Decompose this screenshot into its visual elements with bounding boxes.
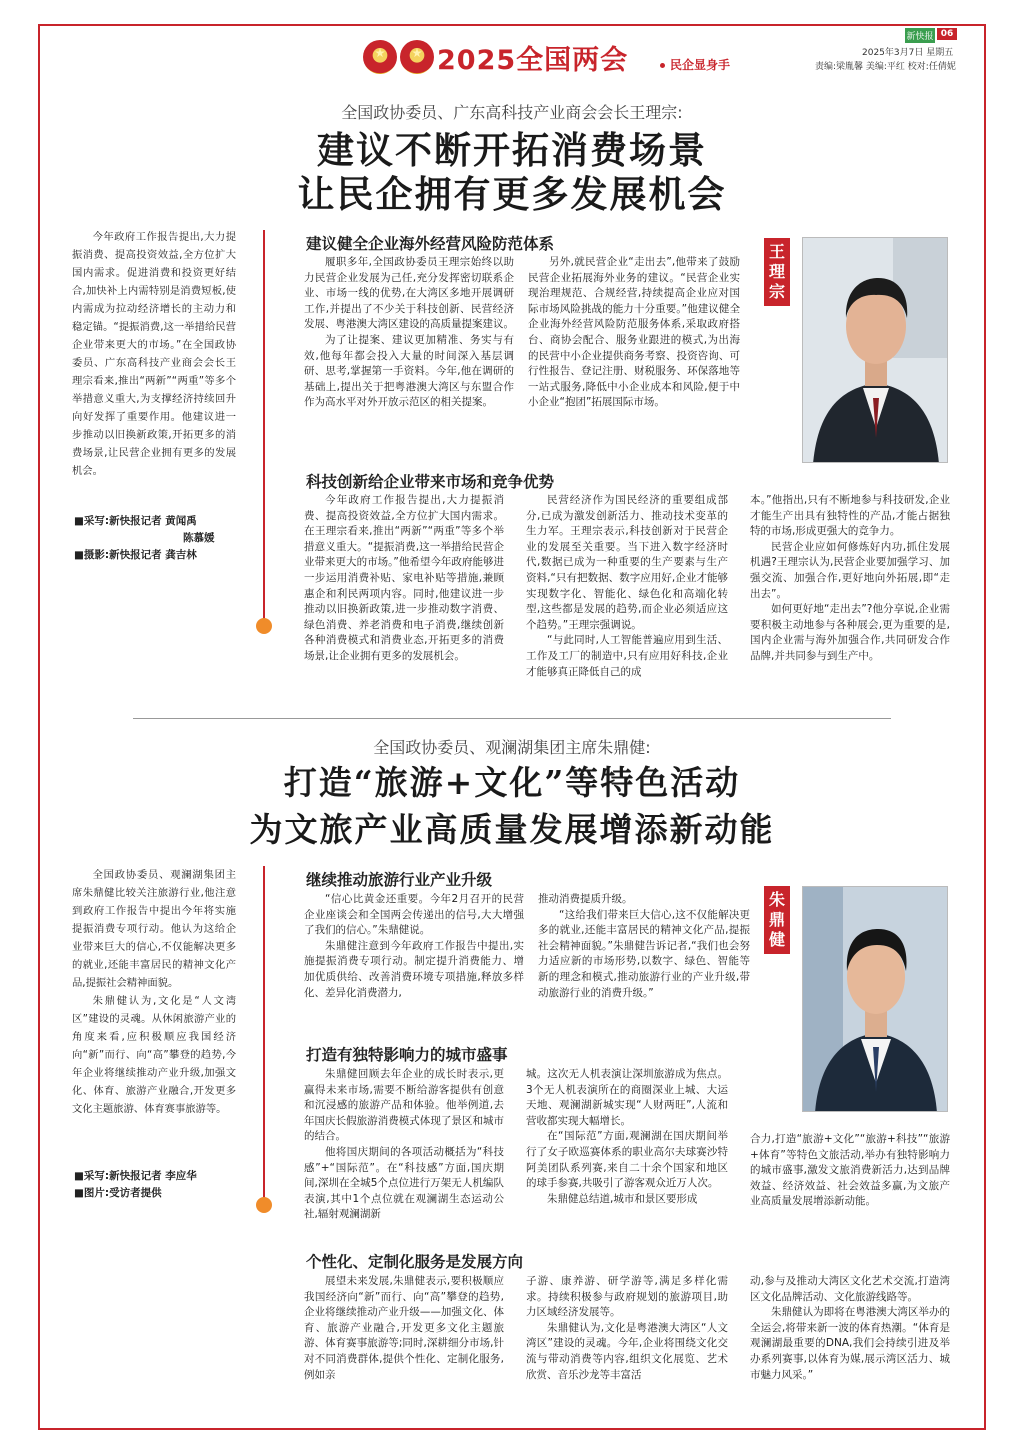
article1-s2-column-3: 本。”他指出,只有不断地参与科技研发,企业才能生产出具有独特性的产品,才能占据独特的市场,形成更强大的竞争力。 民营企业应如何修炼好内功,抓住发展机遇?王理宗认为,民营企业要加强学习、加强交流、加强合作,更好地向外拓展,即“走出去”。 如何更好地“走出去”?他分享说,企业需要积极主动地参与各种展会,更为重要的是,国内企业需与海外加强合作,共同研发合作品牌,并共同参与到生产中。 [750, 494, 950, 662]
article2-s2-column-1: 朱鼎健回顾去年企业的成长时表示,更赢得未来市场,需要不断给游客提供有创意和沉浸感的旅游产品和体验。他举例道,去年国庆长假旅游消费模式体现了景区和城市的结合。 他将国庆期间的各项活动概括为“科技感”+“国际范”。在“科技感”方面,国庆期间,深圳在全城5个点位进行万架无人机编队表演,其中1个点位就在观澜湖生态运动公社,辐射观澜湖新 [304, 1068, 504, 1221]
wang-lizong-name-tag: 王 理 宗 [764, 238, 790, 306]
article2-s3-column-2: 子游、康养游、研学游等,满足多样化需求。持续积极参与政府规划的旅游项目,助力区域经济发展等。 朱鼎健认为,文化是粤港澳大湾区“人文湾区”建设的灵魂。今年,企业将围绕文化交流与带动消费等内容,组织文化展览、艺术欣赏、音乐沙龙等丰富活 [526, 1275, 728, 1381]
article2-headline-line2: 为文旅产业高质量发展增添新动能 [249, 810, 775, 849]
section-tagline: 民企显身手 [660, 56, 730, 73]
article1-s2-column-1: 今年政府工作报告提出,大力提振消费、提高投资效益,全方位扩大国内需求。在王理宗看来,推出“两新”“两重”等多个举措意义重大。“提振消费,这一举措给民营企业带来更大的市场。”他希望今年政府能够进一步运用消费补贴、家电补贴等措施,兼顾惠企和利民两项内容。同时,他建议进一步推动以旧换新政策,进一步推动数字消费、绿色消费、养老消费和电子消费,继续创新各种消费模式和消费业态,开拓更多的消费场景,让企业拥有更多的发展机会。 [304, 494, 504, 662]
article1-photo-credit: ■摄影:新快报记者 龚吉林 [74, 549, 197, 561]
cppcc-emblem-icon [400, 40, 434, 74]
issue-date: 2025年3月7日 星期五 [862, 48, 954, 58]
article2-s2-column-2: 城。这次无人机表演让深圳旅游成为焦点。3个无人机表演所在的商圈深业上城、大运天地、观澜湖新城实现“人财两旺”,人流和营收都实现大幅增长。 在“国际范”方面,观澜湖在国庆期间举行了女子欧巡赛体系的职业高尔夫球赛沙特阿美团队系列赛,来自二十余个国家和地区的球手参赛,共吸引了游客观众近万人次。 朱鼎健总结道,城市和景区要形成 [526, 1068, 728, 1205]
article1-s2-column-2: 民营经济作为国民经济的重要组成部分,已成为激发创新活力、推动技术变革的生力军。王理宗表示,科技创新对于民营企业的发展至关重要。当下进入数字经济时代,数据已成为一种重要的生产要素与生产资料,“只有把数据、数字应用好,企业才能够实现数字化、智能化、绿色化和高端化转型,这些都是发展的趋势,而企业必须适应这个趋势。”王理宗强调说。 “与此同时,人工智能普遍应用到生活、工作及工厂的制造中,只有应用好科技,企业才能够真正降低自己的成 [526, 494, 728, 678]
article1-lead: 今年政府工作报告提出,大力提振消费、提高投资效益,全方位扩大国内需求。促进消费和投资更好结合,加快补上内需特别是消费短板,使内需成为拉动经济增长的主动力和稳定锚。“提振消费,这一举措给民营企业带来更大的市场。”在全国政协委员、广东高科技产业商会会长王理宗看来,推出“两新”“两重”等多个举措意义重大,为支撑经济持续回升向好发挥了重要作用。他建议进一步推动以旧换新政策,开拓更多的消费场景,让民营企业拥有更多的发展机会。 [72, 231, 236, 477]
article1-kicker: 全国政协委员、广东高科技产业商会会长王理宗: [341, 103, 683, 122]
article2-photo-credit: ■图片:受访者提供 [74, 1187, 162, 1199]
article2-s1-column-2: 推动消费提质升级。 “这给我们带来巨大信心,这不仅能解决更多的就业,还能丰富居民的精神文化产品,提振社会精神面貌。”朱鼎健告诉记者,“我们也会努力适应新的市场形势,以数字、绿色、智能等新的理念和模式,推动旅游行业的产业升级,带动旅游行业的消费升级。” [538, 893, 750, 999]
article2-accent-line [263, 866, 265, 1200]
article1-subhead-1: 建议健全企业海外经营风险防范体系 [306, 235, 555, 253]
article2-accent-dot [256, 1197, 272, 1213]
article1-headline-line1: 建议不断开拓消费场景 [317, 128, 707, 172]
article2-kicker: 全国政协委员、观澜湖集团主席朱鼎健: [373, 738, 651, 757]
article-divider [133, 718, 891, 719]
article2-s1-column-1: “信心比黄金还重要。今年2月召开的民营企业座谈会和全国两会传递出的信号,大大增强了我们的信心。”朱鼎健说。 朱鼎健注意到今年政府工作报告中提出,实施提振消费专项行动。制定提升消费能力、增加优质供给、改善消费环境专项措施,释放多样化、差异化消费潜力, [304, 893, 524, 999]
article2-subhead-3: 个性化、定制化服务是发展方向 [306, 1253, 524, 1271]
article1-headline-line2: 让民企拥有更多发展机会 [297, 172, 727, 216]
publication-badge: 新快报 [905, 28, 935, 43]
wang-lizong-portrait [802, 237, 948, 463]
article1-subhead-2: 科技创新给企业带来市场和竞争优势 [306, 473, 555, 491]
article2-lead: 全国政协委员、观澜湖集团主席朱鼎健比较关注旅游行业,他注意到政府工作报告中提出今年将实施提振消费专项行动。他认为这给企业带来巨大的信心,不仅能解决更多的就业,还能丰富居民的精神文化产品,提振社会精神面貌。 朱鼎健认为,文化是“人文湾区”建设的灵魂。从休闲旅游产业的角度来看,应积极顺应我国经济向“新”而行、向“高”攀登的趋势,今年企业将继续推动产业升级,加强文化、体育、旅游产业融合,开发更多文化主题旅游、体育赛事旅游等。 [72, 869, 236, 1115]
section-banner: 2025全国两会 [437, 45, 629, 76]
article1-accent-line [263, 230, 265, 622]
person-silhouette-icon [803, 238, 948, 463]
article1-s1-column-2: 另外,就民营企业“走出去”,他带来了鼓励民营企业拓展海外业务的建议。“民营企业实现治理规范、合规经营,持续提高企业应对国际市场风险挑战的能力十分重要。”他建议健全企业海外经营风险防范服务体系,采取政府搭台、商协会配合、服务业跟进的模式,为出海的民营中小企业提供商务考察、投资咨询、可行性报告、登记注册、财税服务、环保落地等一站式服务,降低中小企业成本和风险,便于中小企业“抱团”拓展国际市场。 [528, 256, 740, 409]
article1-reporter-credit: ■采写:新快报记者 黄闻禹 [74, 515, 197, 527]
article2-s3-column-3: 动,参与及推动大湾区文化艺术交流,打造湾区文化品牌活动、文化旅游线路等。 朱鼎健认为即将在粤港澳大湾区举办的全运会,将带来新一波的体育热潮。“体育是观澜湖最重要的DNA,我们会持续引进及举办系列赛事,以体育为媒,展示湾区活力、城市魅力风采。” [750, 1275, 950, 1381]
zhu-dingjian-name-tag: 朱 鼎 健 [764, 886, 790, 954]
article2-headline-line1: 打造“旅游+文化”等特色活动 [283, 763, 741, 802]
person-silhouette-icon [803, 887, 948, 1112]
page-number: 06 [937, 28, 957, 40]
article1-reporter-credit-2: 陈慕媛 [183, 532, 215, 544]
article2-reporter-credit: ■采写:新快报记者 李应华 [74, 1170, 197, 1182]
zhu-dingjian-portrait [802, 886, 948, 1112]
editor-credits: 责编:梁胤馨 美编:平红 校对:任倩妮 [815, 62, 956, 72]
article2-s2-column-3: 合力,打造“旅游+文化”“旅游+科技”“旅游+体育”等特色文旅活动,举办有独特影响力的城市盛事,激发文旅消费新活力,达到品牌效益、经济效益、社会效益多赢,为文旅产业高质量发展增添新动能。 [750, 1133, 950, 1208]
party-emblem-icon [363, 40, 397, 74]
article1-accent-dot [256, 618, 272, 634]
article2-s3-column-1: 展望未来发展,朱鼎健表示,要积极顺应我国经济向“新”而行、向“高”攀登的趋势,企业将继续推动产业升级——加强文化、体育、旅游产业融合,开发更多文化主题旅游、体育赛事旅游等;同时,深耕细分市场,针对不同消费群体,提供个性化、定制化服务,例如亲 [304, 1275, 504, 1381]
article1-s1-column-1: 履职多年,全国政协委员王理宗始终以助力民营企业发展为己任,充分发挥密切联系企业、市场一线的优势,在大湾区多地开展调研工作,并提出了不少关于科技创新、民营经济发展、粤港澳大湾区建设的高质量提案建议。 为了让提案、建议更加精准、务实与有效,他每年都会投入大量的时间深入基层调研、思考,掌握第一手资料。今年,他在调研的基础上,提出关于把粤港澳大湾区与东盟合作作为高水平对外开放示范区的相关提案。 [304, 256, 514, 409]
article2-subhead-2: 打造有独特影响力的城市盛事 [306, 1046, 508, 1064]
article2-subhead-1: 继续推动旅游行业产业升级 [306, 871, 493, 889]
